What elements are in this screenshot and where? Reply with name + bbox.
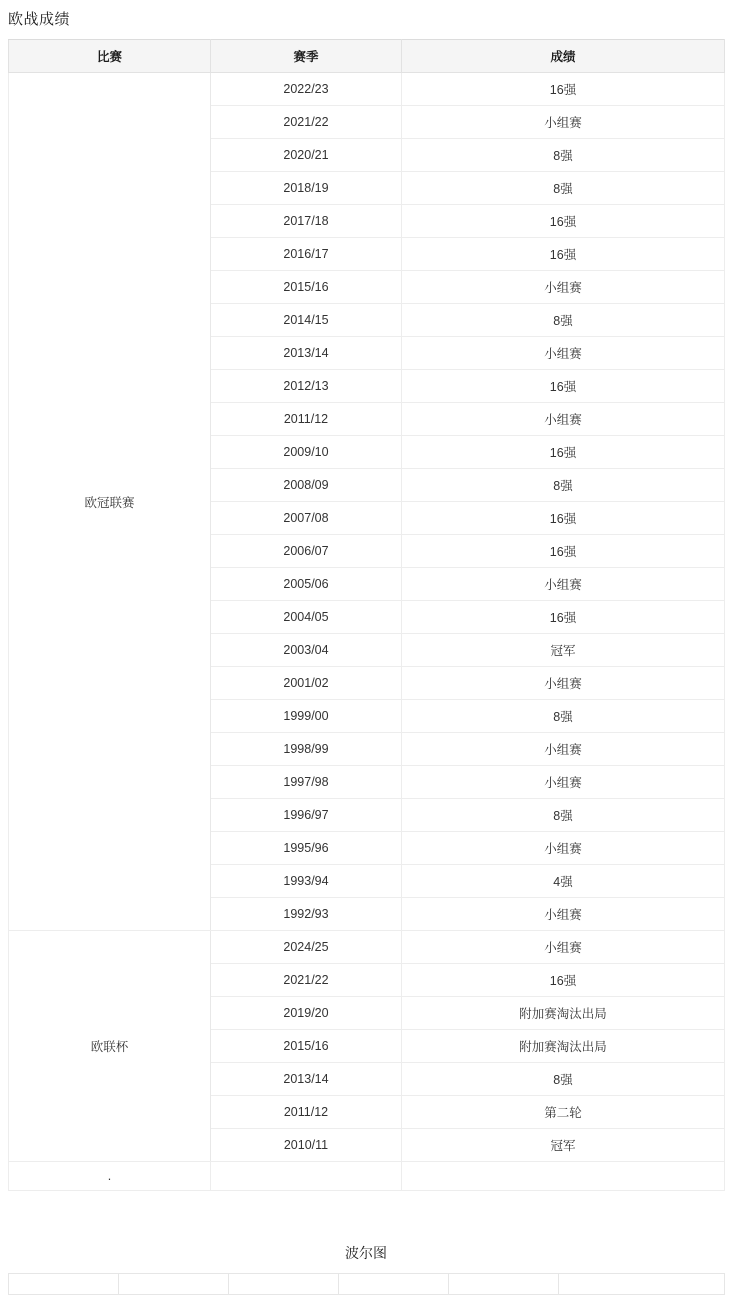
result-cell: 第二轮: [402, 1096, 725, 1129]
season-cell: 2017/18: [211, 205, 402, 238]
bottom-cell: [9, 1274, 119, 1295]
competition-cell: 欧冠联赛: [9, 73, 211, 931]
result-cell: 8强: [402, 700, 725, 733]
tail-cell: [211, 1162, 402, 1191]
result-cell: 8强: [402, 304, 725, 337]
season-cell: 2016/17: [211, 238, 402, 271]
season-cell: 2021/22: [211, 106, 402, 139]
season-cell: 2009/10: [211, 436, 402, 469]
table-row: [9, 73, 725, 106]
result-cell: 8强: [402, 799, 725, 832]
season-cell: 2008/09: [211, 469, 402, 502]
result-cell: 16强: [402, 502, 725, 535]
result-cell: 8强: [402, 139, 725, 172]
bottom-cell: [559, 1274, 725, 1295]
season-cell: 2013/14: [211, 1063, 402, 1096]
season-cell: 2006/07: [211, 535, 402, 568]
bottom-cell: [229, 1274, 339, 1295]
season-cell: 2015/16: [211, 271, 402, 304]
column-header-competition: 比赛: [9, 40, 211, 73]
tail-cell: [402, 1162, 725, 1191]
result-cell: 小组赛: [402, 271, 725, 304]
page-title: 欧战成绩: [8, 11, 71, 28]
season-cell: 2020/21: [211, 139, 402, 172]
result-cell: 小组赛: [402, 931, 725, 964]
season-cell: 2012/13: [211, 370, 402, 403]
bottom-cell: [119, 1274, 229, 1295]
result-cell: 小组赛: [402, 568, 725, 601]
result-cell: 小组赛: [402, 766, 725, 799]
season-cell: 2019/20: [211, 997, 402, 1030]
season-cell: 1997/98: [211, 766, 402, 799]
season-cell: 2004/05: [211, 601, 402, 634]
season-cell: 2003/04: [211, 634, 402, 667]
result-cell: 4强: [402, 865, 725, 898]
result-cell: 16强: [402, 73, 725, 106]
season-cell: 2022/23: [211, 73, 402, 106]
bottom-table-row: [9, 1274, 725, 1295]
result-cell: 小组赛: [402, 733, 725, 766]
table-row: [9, 931, 725, 964]
result-cell: 16强: [402, 238, 725, 271]
result-cell: 8强: [402, 1063, 725, 1096]
season-cell: 2024/25: [211, 931, 402, 964]
tail-marker-cell: .: [9, 1162, 211, 1191]
result-cell: 16强: [402, 436, 725, 469]
season-cell: 2001/02: [211, 667, 402, 700]
result-cell: 小组赛: [402, 898, 725, 931]
result-cell: 16强: [402, 205, 725, 238]
season-cell: 2011/12: [211, 403, 402, 436]
season-cell: 2005/06: [211, 568, 402, 601]
result-cell: 小组赛: [402, 667, 725, 700]
season-cell: 1995/96: [211, 832, 402, 865]
table-body: [9, 73, 725, 1191]
result-cell: 16强: [402, 370, 725, 403]
season-cell: 2007/08: [211, 502, 402, 535]
season-cell: 2015/16: [211, 1030, 402, 1063]
season-cell: 2010/11: [211, 1129, 402, 1162]
table-header-row: [9, 40, 725, 73]
table-row: [9, 1162, 725, 1191]
result-cell: 附加赛淘汰出局: [402, 1030, 725, 1063]
season-cell: 1996/97: [211, 799, 402, 832]
result-cell: 8强: [402, 469, 725, 502]
season-cell: 1993/94: [211, 865, 402, 898]
result-cell: 冠军: [402, 1129, 725, 1162]
result-cell: 小组赛: [402, 106, 725, 139]
competition-cell: 欧联杯: [9, 931, 211, 1162]
season-cell: 1998/99: [211, 733, 402, 766]
european-results-table: [8, 39, 725, 1191]
season-cell: 1999/00: [211, 700, 402, 733]
result-cell: 16强: [402, 535, 725, 568]
column-header-result: 成绩: [402, 40, 725, 73]
season-cell: 2014/15: [211, 304, 402, 337]
column-header-season: 赛季: [211, 40, 402, 73]
season-cell: 2021/22: [211, 964, 402, 997]
season-cell: 2013/14: [211, 337, 402, 370]
result-cell: 小组赛: [402, 337, 725, 370]
season-cell: 2011/12: [211, 1096, 402, 1129]
bottom-table: [8, 1273, 725, 1295]
bottom-cell: [449, 1274, 559, 1295]
result-cell: 8强: [402, 172, 725, 205]
result-cell: 16强: [402, 601, 725, 634]
result-cell: 小组赛: [402, 403, 725, 436]
bottom-cell: [339, 1274, 449, 1295]
result-cell: 冠军: [402, 634, 725, 667]
result-cell: 16强: [402, 964, 725, 997]
season-cell: 2018/19: [211, 172, 402, 205]
result-cell: 附加赛淘汰出局: [402, 997, 725, 1030]
season-cell: 1992/93: [211, 898, 402, 931]
bottom-section-title: 波尔图: [345, 1245, 387, 1261]
result-cell: 小组赛: [402, 832, 725, 865]
